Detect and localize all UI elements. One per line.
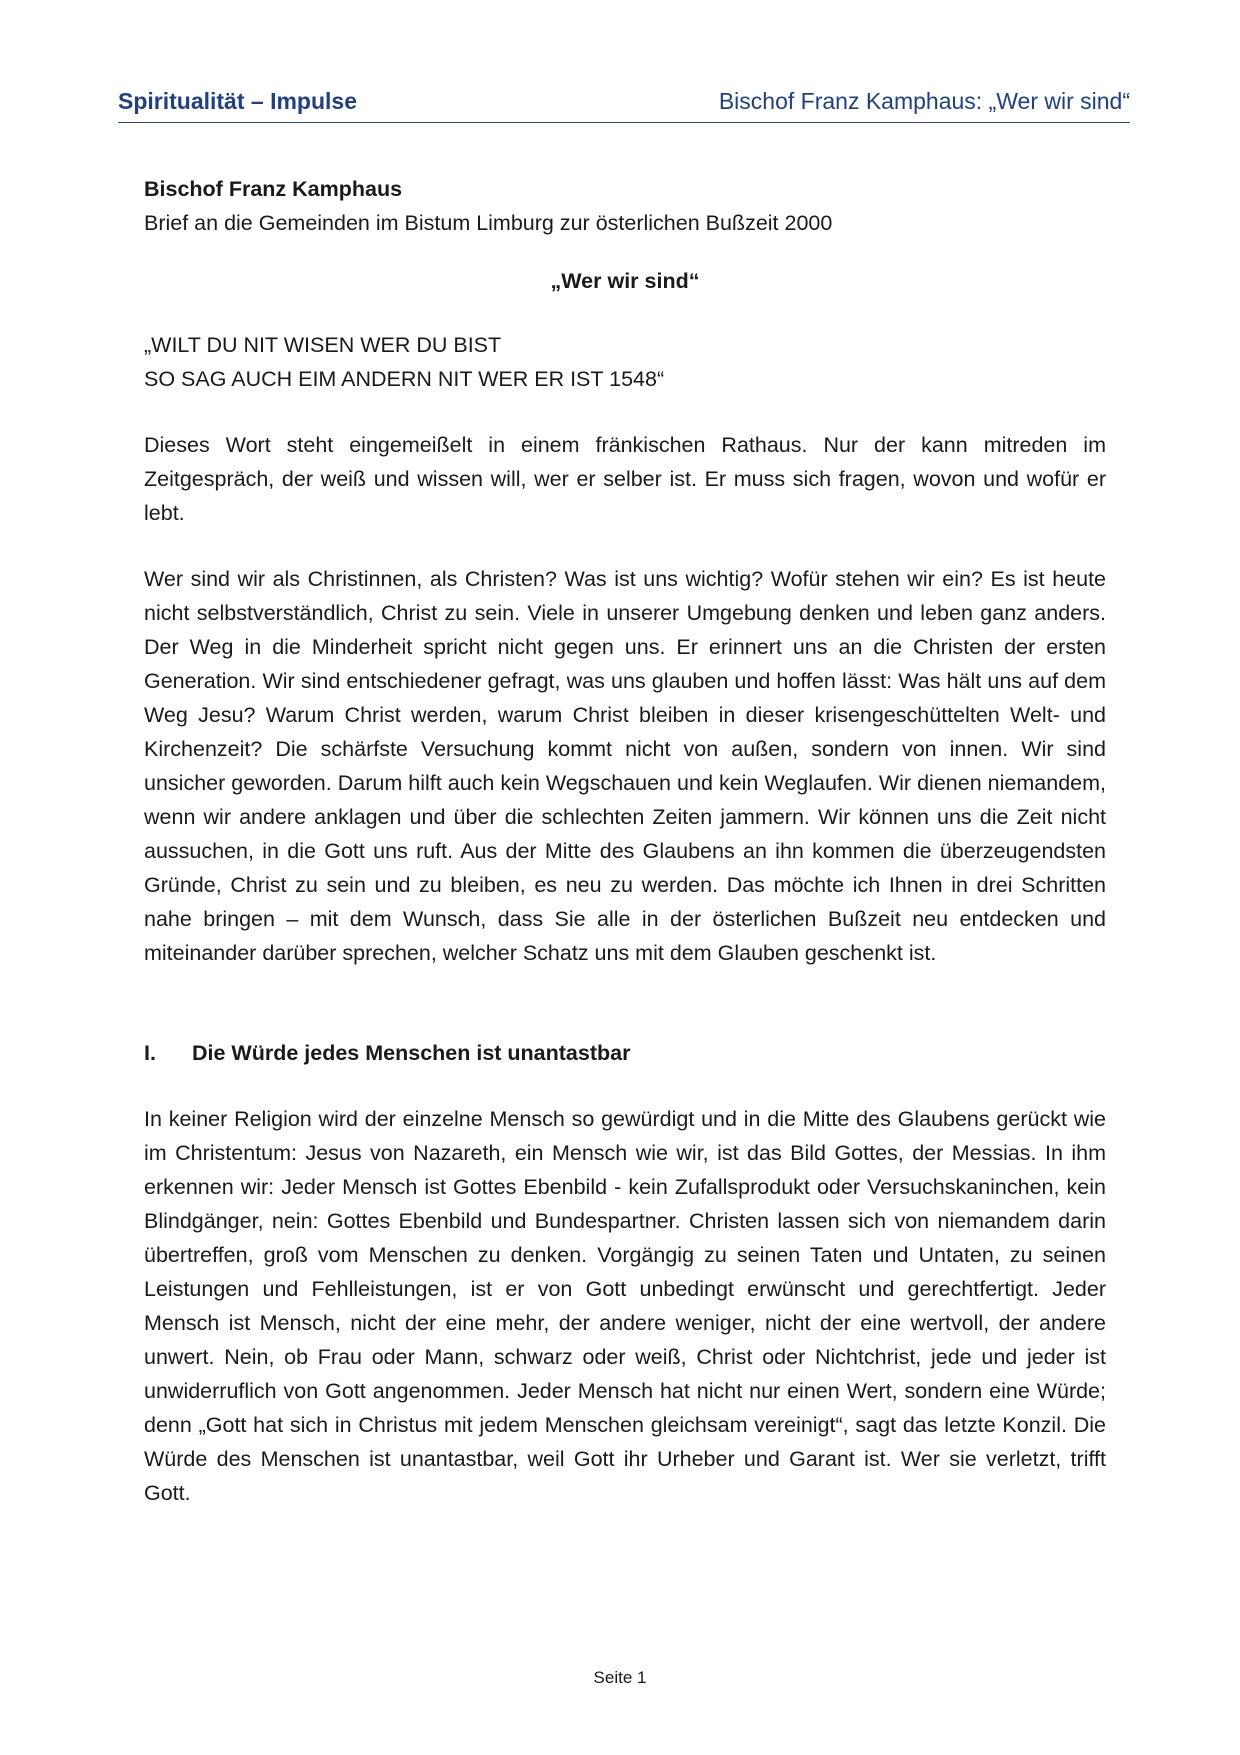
inscription-line: „WILT DU NIT WISEN WER DU BIST: [144, 333, 502, 357]
header-document-title: Bischof Franz Kamphaus: „Wer wir sind“: [718, 88, 1130, 114]
inscription-line: SO SAG AUCH EIM ANDERN NIT WER ER IST 1548“: [144, 367, 665, 391]
section-number: I.: [144, 1041, 156, 1065]
section-heading: [144, 1036, 1106, 1070]
author-name: Bischof Franz Kamphaus: [144, 177, 403, 201]
paragraph: In keiner Religion wird der einzelne Mensch so gewürdigt und in die Mitte des Glaubens gerückt wie im Christentum: Jesus von Nazareth, ein Mensch wie wir, ist das Bild Gottes, der Messias. In ihm erkennen wir: Jeder Mensch ist Gottes Ebenbild - kein Zufallsprodukt oder Versuchskaninchen, kein Blindgänger, nein: Gottes Ebenbild und Bundespartner. Christen lassen sich von niemandem darin übertreffen, groß vom Menschen zu denken. Vorgängig zu seinen Taten und Untaten, zu seinen Leistungen und Fehlleistungen, ist er von Gott unbedingt erwünscht und gerechtfertigt. Jeder Mensch ist Mensch, nicht der eine mehr, der andere weniger, nicht der eine wertvoll, der andere unwert. Nein, ob Frau oder Mann, schwarz oder weiß, Christ oder Nichtchrist, jede und jeder ist unwiderruflich von Gott angenommen. Jeder Mensch hat nicht nur einen Wert, sondern eine Würde; denn „Gott hat sich in Christus mit jedem Menschen gleichsam vereinigt“, sagt das letzte Konzil. Die Würde des Menschen ist unantastbar, weil Gott ihr Urheber und Garant ist. Wer sie verletzt, trifft Gott.: [144, 1107, 1106, 1505]
inscription-quote: [144, 328, 1106, 396]
page-header: [118, 88, 1130, 123]
document-body: [144, 172, 1106, 1510]
document-title: „Wer wir sind“: [550, 269, 700, 293]
paragraph: Wer sind wir als Christinnen, als Christen? Was ist uns wichtig? Wofür stehen wir ein? Es ist heute nicht selbstverständlich, Christ zu sein. Viele in unserer Umgebung denken und leben ganz anders. Der Weg in die Minderheit spricht nicht gegen uns. Er erinnert uns an die Christen der ersten Generation. Wir sind entschiedener gefragt, was uns glauben und hoffen lässt: Was hält uns auf dem Weg Jesu? Warum Christ werden, warum Christ bleiben in dieser krisengeschüttelten Welt- und Kirchenzeit? Die schärfste Versuchung kommt nicht von außen, sondern von innen. Wir sind unsicher geworden. Darum hilft auch kein Wegschauen und kein Weglaufen. Wir dienen niemandem, wenn wir andere anklagen und über die schlechten Zeiten jammern. Wir können uns die Zeit nicht aussuchen, in die Gott uns ruft. Aus der Mitte des Glaubens an ihn kommen die überzeugendsten Gründe, Christ zu sein und zu bleiben, es neu zu werden. Das möchte ich Ihnen in drei Schritten nahe bringen – mit dem Wunsch, dass Sie alle in der österlichen Bußzeit neu entdecken und miteinander darüber sprechen, welcher Schatz uns mit dem Glauben geschenkt ist.: [144, 567, 1106, 965]
header-section-title: Spiritualität – Impulse: [118, 88, 357, 114]
paragraph: Dieses Wort steht eingemeißelt in einem fränkischen Rathaus. Nur der kann mitreden im Zeitgespräch, der weiß und wissen will, wer er selber ist. Er muss sich fragen, wovon und wofür er lebt.: [144, 433, 1106, 525]
page-number: Seite 1: [593, 1668, 647, 1687]
section-title: Die Würde jedes Menschen ist unantastbar: [192, 1041, 631, 1065]
document-subtitle: Brief an die Gemeinden im Bistum Limburg zur österlichen Bußzeit 2000: [144, 211, 833, 235]
